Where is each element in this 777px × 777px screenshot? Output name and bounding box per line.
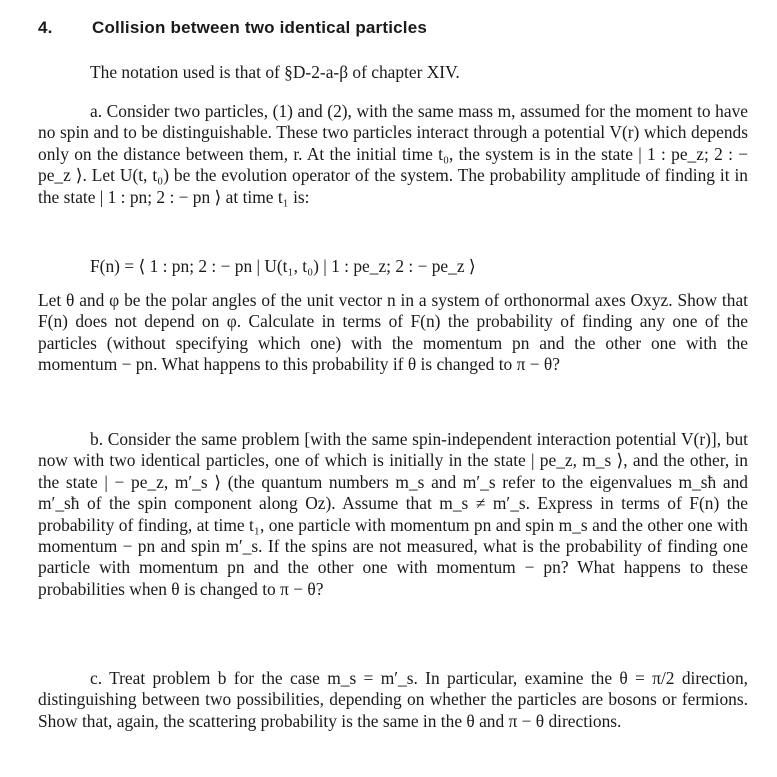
part-c-paragraph [38, 668, 748, 732]
part-a-continuation: Let θ and φ be the polar angles of the unit vector n in a system of orthonormal axes Oxyz. Show that F(n) does not depend on φ. Calculate in terms of F(n) the probability of finding any one of the particles (without specifying which one) with the momentum pn and the other one with the momentum − pn. What happens to this probability if θ is changed to π − θ? [38, 290, 748, 375]
part-a-paragraph [38, 101, 748, 208]
section-number: 4. [38, 18, 53, 37]
part-b-text: b. Consider the same problem [with the same spin-independent interaction potential V(r)], but now with two identical particles, one of which is initially in the state | pe_z, m_s ⟩, and the other, in the state | − pe_z, m′_s ⟩ (the quantum numbers m_s and m′_s refer to the eigenvalues m_sħ and m′_sħ of the spin component along Oz). Assume that m_s ≠ m′_s. Express in terms of F(n) the probability of finding, at time t₁, one particle with momentum pn and spin m_s and the other one with momentum − pn and spin m′_s. If the spins are not measured, what is the probability of finding one particle with momentum pn and the other one with momentum − pn? What happens to these probabilities when θ is changed to π − θ? [38, 429, 748, 599]
section-heading [38, 18, 427, 38]
intro-paragraph: The notation used is that of §D-2-a-β of chapter XIV. [90, 62, 460, 82]
section-title: Collision between two identical particles [92, 18, 428, 37]
part-c-text: c. Treat problem b for the case m_s = m′_s. In particular, examine the θ = π/2 direction, distinguishing between two possibilities, depending on whether the particles are bosons or fermions. Show that, again, the scattering probability is the same in the θ and π − θ directions. [38, 668, 748, 731]
amplitude-equation: F(n) = ⟨ 1 : pn; 2 : − pn | U(t₁, t₀) | 1 : pe_z; 2 : − pe_z ⟩ [90, 256, 476, 276]
part-a-text: a. Consider two particles, (1) and (2), with the same mass m, assumed for the moment to have no spin and to be distinguishable. These two particles interact through a potential V(r) which depends only on the distance between them, r. At the initial time t₀, the system is in the state | 1 : pe_z; 2 : − pe_z ⟩. Let U(t, t₀) be the evolution operator of the system. The probability amplitude of finding it in the state | 1 : pn; 2 : − pn ⟩ at time t₁ is: [38, 101, 748, 207]
part-b-paragraph [38, 429, 748, 600]
